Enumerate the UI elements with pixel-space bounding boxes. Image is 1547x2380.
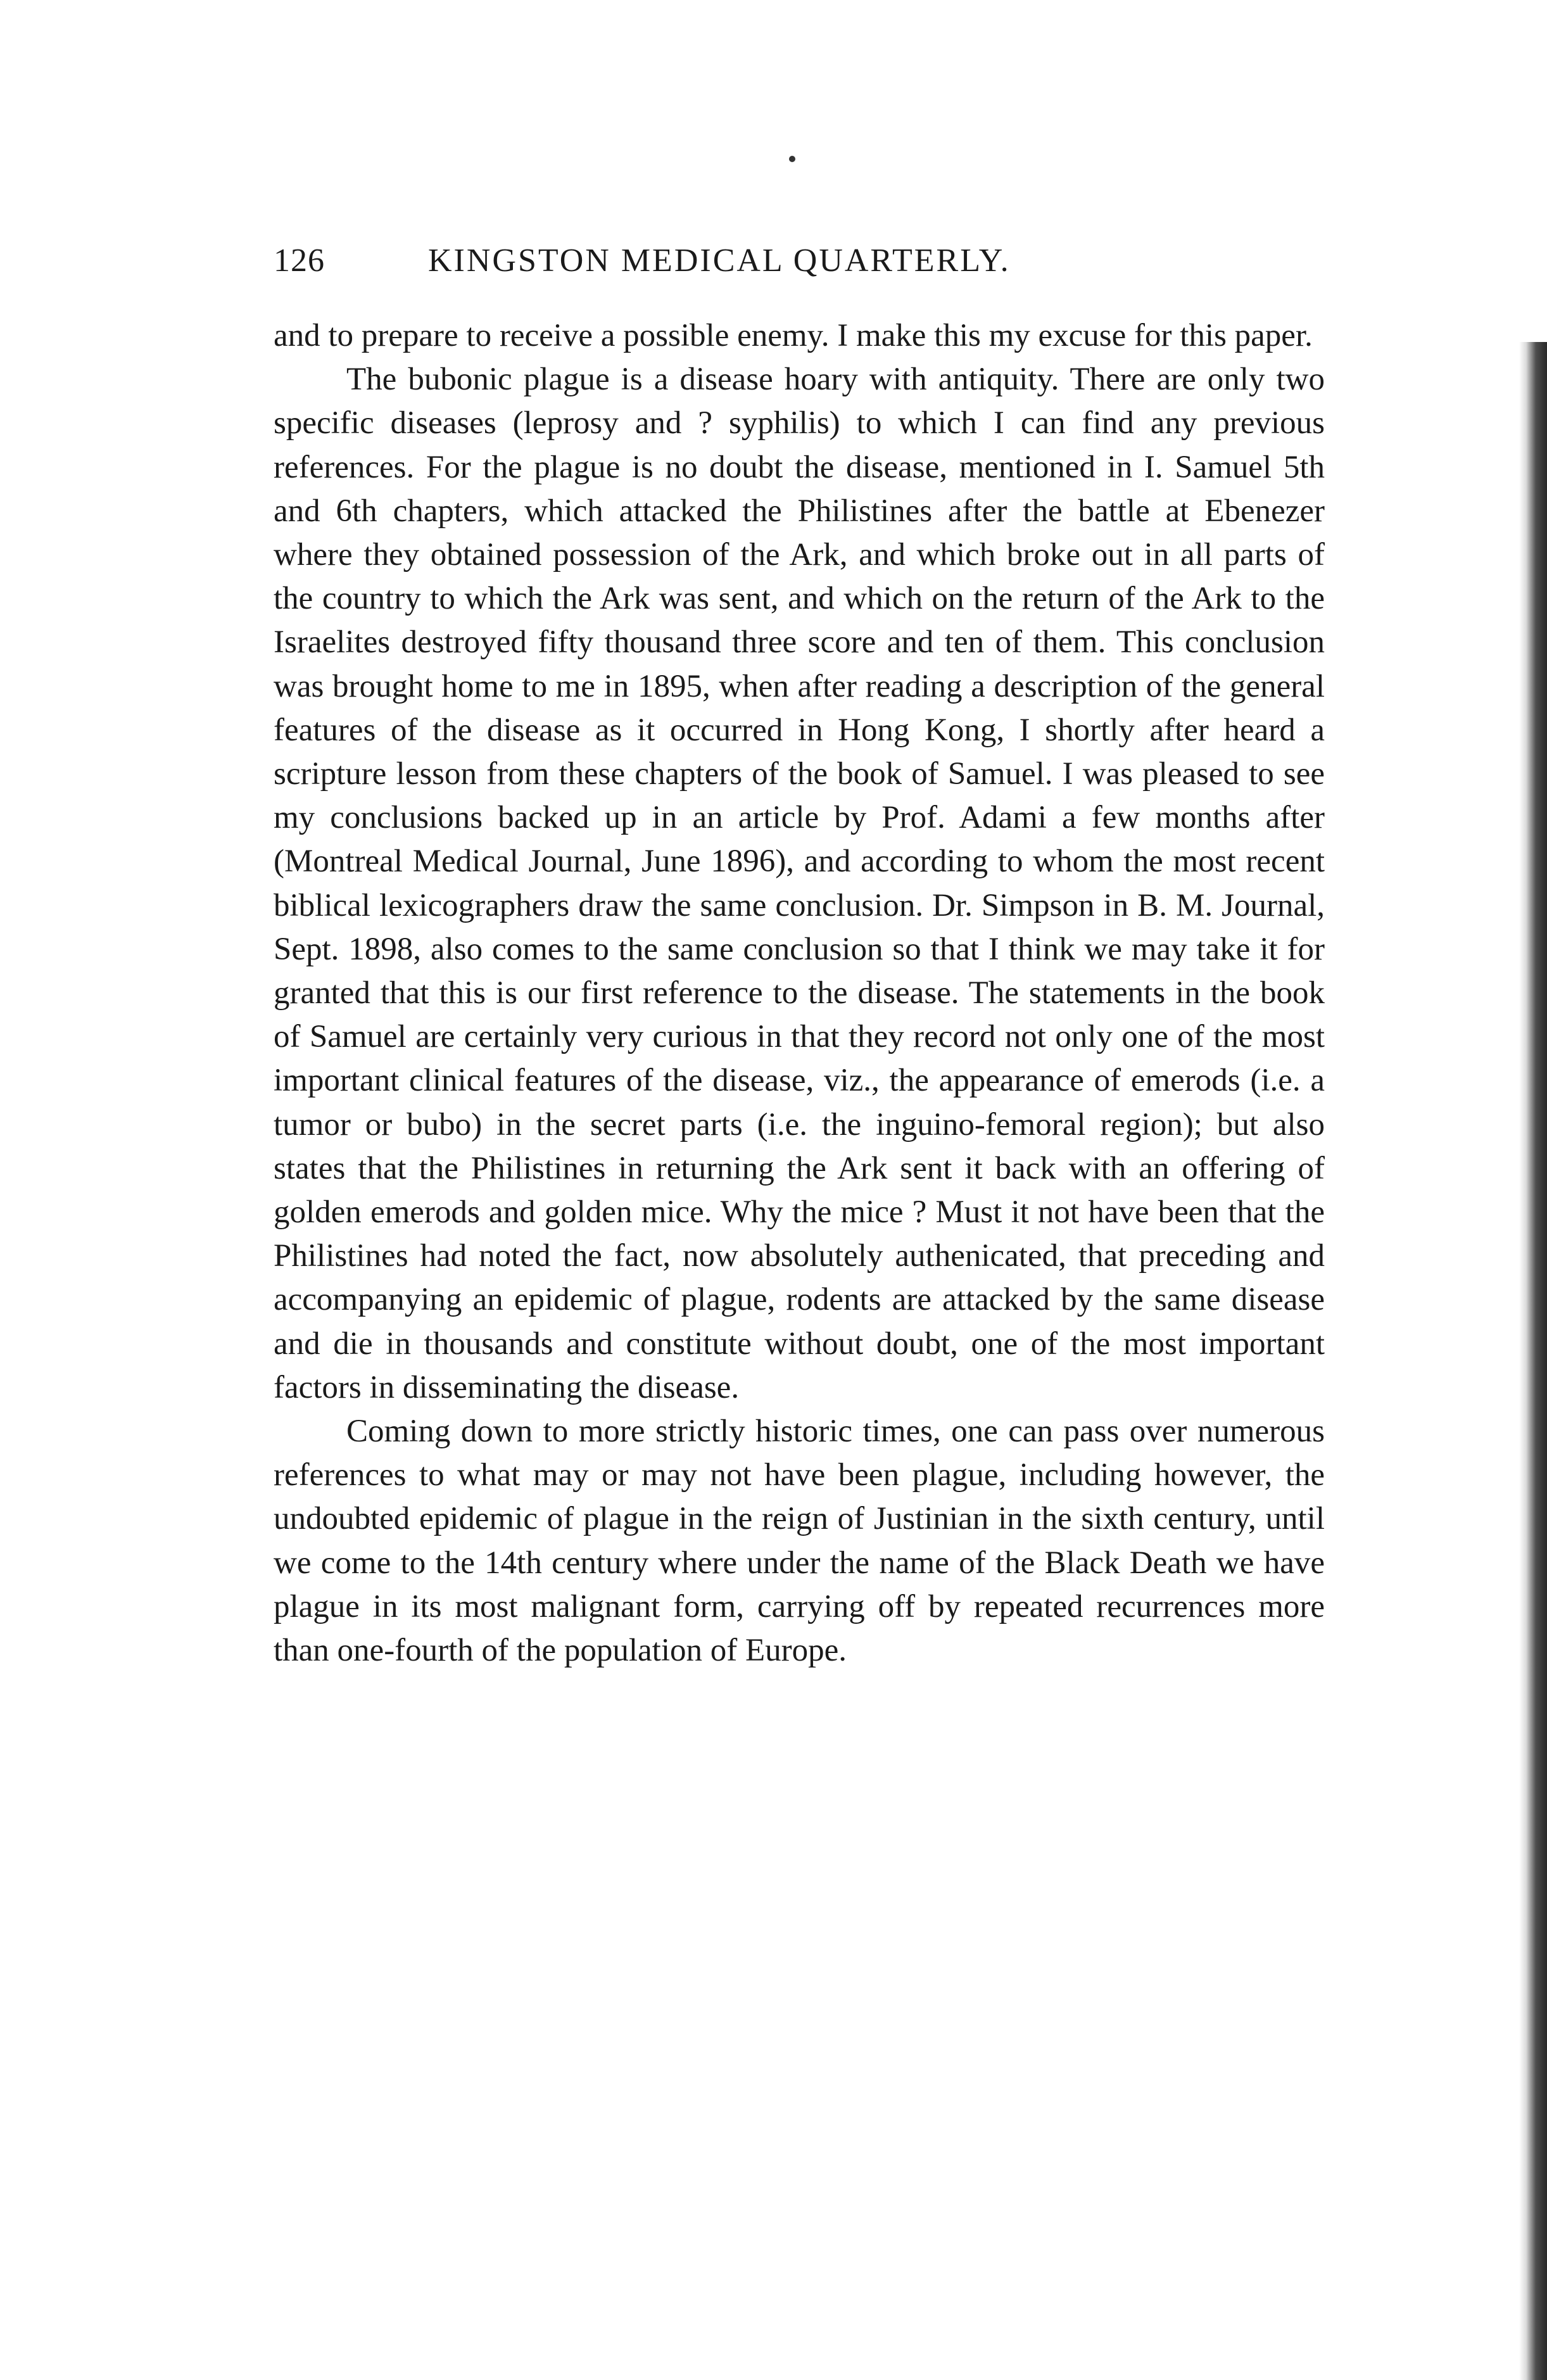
article-body	[274, 314, 1325, 1673]
binding-shadow	[1519, 342, 1547, 2380]
running-title: KINGSTON MEDICAL QUARTERLY.	[428, 243, 1011, 279]
paragraph-historic-times: Coming down to more strictly historic times, one can pass over numerous references to what may or may not have been plague, including however, the undoubted epidemic of plague in the reign of Justinian in the sixth century, until we come to the 14th century where under the name of the Black Death we have plague in its most malignant form, carrying off by repeated recurrences more than one-fourth of the population of Europe.	[274, 1414, 1325, 1669]
page-number: 126	[274, 243, 325, 279]
paragraph-continuation: and to prepare to receive a possible enemy. I make this my excuse for this paper.	[274, 318, 1313, 353]
page-header	[274, 236, 1337, 286]
paragraph-plague-antiquity: The bubonic plague is a disease hoary with antiquity. There are only two specific diseases (leprosy and ? syphilis) to which I can find any previous references. For the plague is no doubt the disease, mentioned in I. Samuel 5th and 6th chapters, which attacked the Philistines after the battle at Ebenezer where they obtained possession of the Ark, and which broke out in all parts of the country to which the Ark was sent, and which on the return of the Ark to the Israelites destroyed fifty thousand three score and ten of them. This conclusion was brought home to me in 1895, when after reading a description of the general features of the disease as it occurred in Hong Kong, I shortly after heard a scripture lesson from these chapters of the book of Samuel. I was pleased to see my conclusions backed up in an article by Prof. Adami a few months after (Montreal Medical Journal, June 1896), and according to whom the most recent biblical lexicographers draw the same conclusion. Dr. Simpson in B. M. Journal, Sept. 1898, also comes to the same conclusion so that I think we may take it for granted that this is our first reference to the disease. The statements in the book of Samuel are certainly very curious in that they record not only one of the most important clinical features of the disease, viz., the appearance of emerods (i.e. a tumor or bubo) in the secret parts (i.e. the inguino-femoral region); but also states that the Philistines in returning the Ark sent it back with an offering of golden emerods and golden mice. Why the mice ? Must it not have been that the Philistines had noted the fact, now absolutely authenicated, that preceding and accompanying an epidemic of plague, rodents are attacked by the same disease and die in thousands and constitute without doubt, one of the most important factors in disseminating the disease.	[274, 362, 1325, 1405]
print-speck	[789, 156, 795, 162]
